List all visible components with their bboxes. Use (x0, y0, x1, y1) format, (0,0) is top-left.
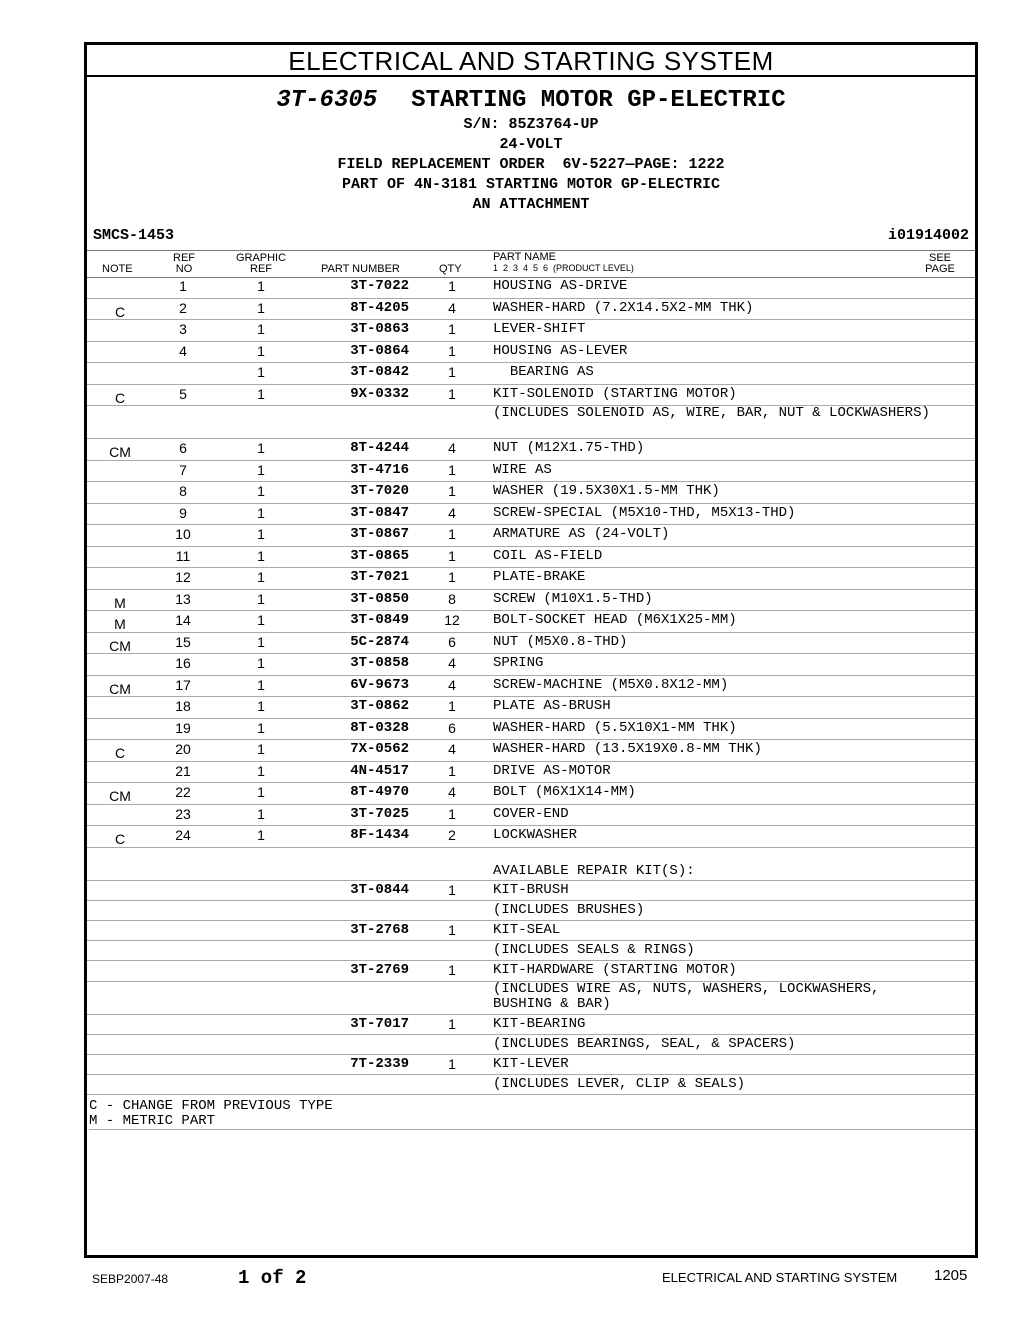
page-number: 1205 (934, 1267, 968, 1284)
table-row (87, 848, 975, 881)
col-ref-bottom: NO (175, 263, 193, 275)
table-row (87, 525, 975, 547)
part-name-cell: AVAILABLE REPAIR KIT(S): (493, 862, 695, 879)
ref-no-cell: 8 (179, 483, 187, 499)
qty-cell: 8 (448, 590, 456, 607)
col-see-top: SEE (928, 252, 951, 264)
part-number-cell: 3T-2769 (350, 961, 409, 978)
group-title: STARTING MOTOR GP-ELECTRIC (411, 87, 786, 114)
graphic-ref-cell: 1 (257, 762, 265, 779)
part-name-cell: NUT (M5X0.8-THD) (493, 633, 628, 650)
table-row (87, 385, 975, 407)
part-name-cell: BOLT (M6X1X14-MM) (493, 784, 636, 800)
table-row (87, 633, 975, 655)
part-number-cell: 8T-4970 (350, 784, 409, 800)
ref-no-cell: 2 (179, 299, 187, 316)
part-number-cell: 6V-9673 (350, 676, 409, 693)
part-number-cell: 4N-4517 (350, 762, 409, 779)
table-row (87, 504, 975, 526)
part-name-cell: COIL AS-FIELD (493, 547, 603, 564)
group-part-number: 3T-6305 (276, 87, 378, 114)
table-row (87, 901, 975, 921)
ref-no-cell: 19 (175, 719, 191, 736)
ref-no-cell: 11 (175, 547, 191, 564)
qty-cell: 4 (448, 676, 456, 693)
group-header (87, 87, 975, 215)
table-row (87, 461, 975, 483)
table-row (87, 676, 975, 698)
graphic-ref-cell: 1 (257, 321, 265, 337)
graphic-ref-cell: 1 (257, 633, 265, 650)
part-number-cell: 9X-0332 (350, 385, 409, 402)
parts-table (87, 277, 975, 1095)
part-number-cell: 3T-0862 (350, 698, 409, 714)
part-number-cell: 3T-0858 (350, 655, 409, 671)
part-number-cell: 3T-0847 (350, 504, 409, 521)
part-number-cell: 3T-0864 (350, 342, 409, 359)
qty-cell: 12 (444, 612, 460, 628)
note-cell: CM (109, 444, 131, 460)
part-name-cell: HOUSING AS-LEVER (493, 342, 628, 359)
part-number-cell: 3T-0850 (350, 590, 409, 607)
part-name-cell: KIT-SOLENOID (STARTING MOTOR) (493, 385, 737, 402)
part-name-cell: KIT-SEAL (493, 921, 561, 938)
ref-no-cell: 22 (175, 784, 191, 800)
ref-no-cell: 12 (175, 569, 191, 585)
qty-cell: 1 (448, 321, 456, 337)
table-row (87, 363, 975, 385)
part-name-cell: WIRE AS (493, 461, 552, 478)
graphic-ref-cell: 1 (257, 569, 265, 585)
serial-number: S/N: 85Z3764-UP (463, 116, 599, 133)
part-name-cell: NUT (M12X1.75-THD) (493, 440, 645, 456)
part-name-cell: SCREW (M10X1.5-THD) (493, 590, 653, 607)
graphic-ref-cell: 1 (257, 483, 265, 499)
graphic-ref-cell: 1 (257, 278, 265, 294)
ref-no-cell: 23 (175, 805, 191, 822)
graphic-ref-cell: 1 (257, 461, 265, 478)
table-row (87, 921, 975, 941)
part-name-cell: BOLT-SOCKET HEAD (M6X1X25-MM) (493, 612, 737, 628)
table-row (87, 654, 975, 676)
part-name-cell: KIT-LEVER (493, 1056, 569, 1072)
part-number-cell: 8F-1434 (350, 827, 409, 843)
qty-cell: 4 (448, 440, 456, 456)
part-name-cell: (INCLUDES LEVER, CLIP & SEALS) (493, 1076, 746, 1092)
table-row (87, 320, 975, 342)
part-number-cell: 3T-0849 (350, 612, 409, 628)
qty-cell: 1 (448, 805, 456, 822)
graphic-ref-cell: 1 (257, 784, 265, 800)
table-row (87, 482, 975, 504)
table-row (87, 982, 975, 1015)
qty-cell: 1 (448, 698, 456, 714)
note-cell: M (114, 616, 126, 632)
part-name-cell: KIT-BRUSH (493, 881, 569, 898)
part-name-cell: HOUSING AS-DRIVE (493, 278, 628, 294)
table-row (87, 299, 975, 321)
table-row (87, 783, 975, 805)
attachment-note: AN ATTACHMENT (472, 196, 590, 213)
qty-cell: 1 (448, 881, 456, 898)
graphic-ref-cell: 1 (257, 590, 265, 607)
ref-no-cell: 4 (179, 342, 187, 359)
part-name-cell: LEVER-SHIFT (493, 321, 586, 337)
part-number-cell: 3T-0842 (350, 364, 409, 380)
part-name-cell: WASHER (19.5X30X1.5-MM THK) (493, 483, 720, 499)
col-graphic-bottom: REF (250, 263, 272, 275)
part-name-cell: BEARING AS (493, 364, 594, 380)
ref-no-cell: 13 (175, 590, 191, 607)
table-row (87, 547, 975, 569)
table-row (87, 277, 975, 299)
graphic-ref-cell: 1 (257, 805, 265, 822)
ref-no-cell: 18 (175, 698, 191, 714)
graphic-ref-cell: 1 (257, 526, 265, 542)
qty-cell: 4 (448, 655, 456, 671)
part-number-cell: 3T-7020 (350, 483, 409, 499)
part-name-cell: (INCLUDES WIRE AS, NUTS, WASHERS, LOCKWASHERS, BUSHING & BAR) (493, 981, 888, 1012)
table-row (87, 961, 975, 983)
table-row (87, 1015, 975, 1035)
part-name-cell: ARMATURE AS (24-VOLT) (493, 526, 670, 542)
qty-cell: 1 (448, 461, 456, 478)
part-name-cell: (INCLUDES SEALS & RINGS) (493, 941, 695, 958)
table-row (87, 439, 975, 461)
part-of: PART OF 4N-3181 STARTING MOTOR GP-ELECTRIC (341, 176, 721, 193)
graphic-ref-cell: 1 (257, 504, 265, 521)
part-number-cell: 7X-0562 (350, 741, 409, 757)
table-row (87, 881, 975, 901)
part-number-cell: 7T-2339 (350, 1056, 409, 1072)
part-name-cell: PLATE AS-BRUSH (493, 698, 611, 714)
ref-no-cell: 1 (179, 278, 187, 294)
ref-no-cell: 9 (179, 504, 187, 521)
part-name-cell: WASHER-HARD (5.5X10X1-MM THK) (493, 719, 737, 736)
graphic-ref-cell: 1 (257, 698, 265, 714)
note-cell: C (114, 831, 126, 847)
graphic-ref-cell: 1 (257, 655, 265, 671)
graphic-ref-cell: 1 (257, 547, 265, 564)
table-row (87, 941, 975, 961)
table-row (87, 568, 975, 590)
part-name-cell: LOCKWASHER (493, 827, 578, 843)
table-row (87, 826, 975, 848)
document-id: SEBP2007-48 (92, 1272, 169, 1286)
ref-no-cell: 17 (175, 676, 191, 693)
part-name-cell: (INCLUDES SOLENOID AS, WIRE, BAR, NUT & LOCKWASHERS) (493, 405, 930, 421)
qty-cell: 1 (448, 526, 456, 542)
ref-no-cell: 3 (179, 321, 187, 337)
table-row (87, 406, 975, 439)
qty-cell: 2 (448, 827, 456, 843)
part-name-cell: COVER-END (493, 805, 569, 822)
part-name-cell: (INCLUDES BEARINGS, SEAL, & SPACERS) (493, 1036, 796, 1052)
qty-cell: 1 (448, 762, 456, 779)
ref-no-cell: 20 (175, 741, 191, 757)
qty-cell: 1 (448, 1056, 456, 1072)
parts-page-frame (84, 42, 978, 1258)
ref-no-cell: 21 (175, 762, 191, 779)
table-row (87, 590, 975, 612)
ref-no-cell: 24 (175, 827, 191, 843)
graphic-ref-cell: 1 (257, 719, 265, 736)
section-title: ELECTRICAL AND STARTING SYSTEM (87, 45, 975, 77)
ref-no-cell: 7 (179, 461, 187, 478)
part-name-cell: SPRING (493, 655, 544, 671)
part-number-cell: 3T-0863 (350, 321, 409, 337)
part-number-cell: 3T-0867 (350, 526, 409, 542)
graphic-ref-cell: 1 (257, 676, 265, 693)
table-row (87, 762, 975, 784)
col-product-levels: 1 2 3 4 5 6 (PRODUCT LEVEL) (493, 263, 634, 273)
table-row (87, 805, 975, 827)
qty-cell: 1 (448, 1016, 456, 1032)
qty-cell: 1 (448, 278, 456, 294)
voltage: 24-VOLT (499, 136, 563, 153)
part-number-cell: 3T-7022 (350, 278, 409, 294)
part-number-cell: 3T-7017 (350, 1016, 409, 1032)
col-qty: QTY (439, 263, 462, 275)
part-name-cell: KIT-HARDWARE (STARTING MOTOR) (493, 961, 737, 978)
part-number-cell: 3T-4716 (350, 461, 409, 478)
page-of: 1 of 2 (238, 1267, 307, 1289)
qty-cell: 1 (448, 961, 456, 978)
graphic-ref-cell: 1 (257, 299, 265, 316)
group-title-line (87, 87, 975, 115)
qty-cell: 1 (448, 547, 456, 564)
part-name-cell: KIT-BEARING (493, 1016, 586, 1032)
part-name-cell: SCREW-SPECIAL (M5X10-THD, M5X13-THD) (493, 504, 796, 521)
qty-cell: 1 (448, 921, 456, 938)
qty-cell: 6 (448, 719, 456, 736)
note-cell: CM (109, 637, 131, 654)
part-number-cell: 3T-0865 (350, 547, 409, 564)
graphic-ref-cell: 1 (257, 741, 265, 757)
ref-no-cell: 16 (175, 655, 191, 671)
illustration-id: i01914002 (887, 227, 969, 244)
part-name-cell: PLATE-BRAKE (493, 569, 586, 585)
part-number-cell: 3T-2768 (350, 921, 409, 938)
qty-cell: 1 (448, 342, 456, 359)
qty-cell: 1 (448, 483, 456, 499)
col-ref-top: REF (173, 252, 195, 264)
ref-no-cell: 15 (175, 633, 191, 650)
note-change: C - CHANGE FROM PREVIOUS TYPE (89, 1098, 333, 1114)
part-number-cell: 3T-7021 (350, 569, 409, 585)
part-name-cell: DRIVE AS-MOTOR (493, 762, 611, 779)
col-graphic-top: GRAPHIC (235, 252, 287, 264)
graphic-ref-cell: 1 (257, 364, 265, 380)
part-number-cell: 5C-2874 (350, 633, 409, 650)
graphic-ref-cell: 1 (257, 827, 265, 843)
field-replacement-order: FIELD REPLACEMENT ORDER 6V-5227—PAGE: 1222 (337, 156, 725, 173)
smcs-code: SMCS-1453 (93, 227, 175, 244)
col-part-name: PART NAME (493, 251, 556, 263)
table-row (87, 1035, 975, 1055)
notes-legend (89, 1099, 975, 1130)
part-name-cell: SCREW-MACHINE (M5X0.8X12-MM) (493, 676, 729, 693)
code-line (93, 227, 969, 247)
qty-cell: 4 (448, 741, 456, 757)
ref-no-cell: 5 (179, 385, 187, 402)
qty-cell: 4 (448, 784, 456, 800)
note-cell: C (114, 389, 126, 406)
part-number-cell: 8T-4205 (350, 299, 409, 316)
table-row (87, 1075, 975, 1095)
part-number-cell: 3T-7025 (350, 805, 409, 822)
note-cell: CM (109, 680, 131, 697)
table-row (87, 1055, 975, 1075)
note-cell: C (114, 745, 126, 761)
part-number-cell: 8T-0328 (350, 719, 409, 736)
qty-cell: 1 (448, 364, 456, 380)
qty-cell: 4 (448, 504, 456, 521)
table-row (87, 697, 975, 719)
col-see-bottom: PAGE (925, 263, 955, 275)
table-row (87, 342, 975, 364)
ref-no-cell: 10 (175, 526, 191, 542)
note-cell: C (114, 303, 126, 320)
graphic-ref-cell: 1 (257, 440, 265, 456)
part-number-cell: 8T-4244 (350, 440, 409, 456)
qty-cell: 1 (448, 385, 456, 402)
footer-section: ELECTRICAL AND STARTING SYSTEM (662, 1270, 898, 1285)
column-header (87, 250, 975, 278)
note-metric: M - METRIC PART (89, 1113, 216, 1129)
table-row (87, 740, 975, 762)
part-name-cell: WASHER-HARD (13.5X19X0.8-MM THK) (493, 741, 762, 757)
ref-no-cell: 14 (175, 612, 191, 628)
note-cell: CM (109, 788, 131, 804)
graphic-ref-cell: 1 (257, 385, 265, 402)
qty-cell: 1 (448, 569, 456, 585)
graphic-ref-cell: 1 (257, 612, 265, 628)
part-name-cell: WASHER-HARD (7.2X14.5X2-MM THK) (493, 299, 754, 316)
table-row (87, 719, 975, 741)
qty-cell: 6 (448, 633, 456, 650)
part-number-cell: 3T-0844 (350, 881, 409, 898)
col-note: NOTE (102, 263, 133, 275)
graphic-ref-cell: 1 (257, 342, 265, 359)
qty-cell: 4 (448, 299, 456, 316)
table-row (87, 611, 975, 633)
col-part-number: PART NUMBER (321, 263, 400, 275)
part-name-cell: (INCLUDES BRUSHES) (493, 901, 645, 918)
ref-no-cell: 6 (179, 440, 187, 456)
note-cell: M (114, 594, 126, 611)
page-footer (0, 1264, 1020, 1294)
